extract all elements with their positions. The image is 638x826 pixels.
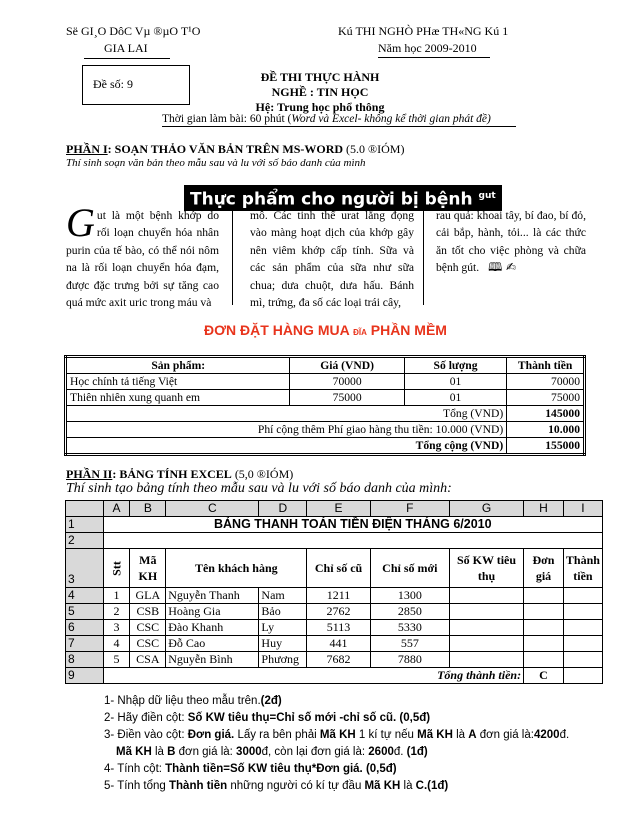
sheet-title: BẢNG THANH TOÁN TIỀN ĐIỆN THÁNG 6/2010 [103, 517, 602, 533]
task-text: là [151, 746, 168, 758]
column-letter: C [166, 501, 259, 517]
cell-don-gia [524, 652, 564, 668]
cell-ten: Nam [259, 588, 307, 604]
header-chi-so-cu: Chỉ số cũ [307, 549, 370, 588]
column-letter: I [563, 501, 602, 517]
row-number: 6 [66, 620, 104, 636]
total-label: Tổng thành tiền: [103, 668, 524, 684]
task-text: Mã KH [319, 729, 356, 741]
header-stt [103, 549, 130, 588]
task-text: là [452, 729, 469, 741]
corner-cell [66, 501, 104, 517]
order-grand-total-label: Tổng cộng (VND) [66, 438, 507, 455]
subject: NGHỀ : TIN HỌC [271, 85, 369, 99]
order-heading [204, 322, 447, 338]
cell-ma-kh: CSC [130, 636, 166, 652]
order-qty: 01 [404, 374, 506, 390]
cell-ma-kh: CSC [130, 620, 166, 636]
cell-chi-so-cu: 7682 [307, 652, 370, 668]
order-grand-total-value: 155000 [507, 438, 585, 455]
total-value [563, 668, 602, 684]
header-underline-left [84, 58, 170, 59]
order-shipping-value: 10.000 [507, 422, 585, 438]
header-underline-right [378, 57, 490, 58]
task-text: 3000 [236, 746, 262, 758]
cell-don-gia [524, 588, 564, 604]
cell-chi-so-cu: 5113 [307, 620, 370, 636]
task-item [104, 729, 569, 741]
cell-so-kw [449, 620, 523, 636]
task-item [104, 695, 282, 707]
cell-chi-so-cu: 2762 [307, 604, 370, 620]
header-thanh-tien: Thành tiền [563, 549, 602, 588]
book-pen-icon: 🕮 ✍ [488, 260, 517, 275]
header-stt-text: Stt [108, 560, 123, 576]
cell-ten: Ly [259, 620, 307, 636]
cell-so-kw [449, 652, 523, 668]
task-text: 2- Hãy điền cột: [104, 712, 188, 724]
time-limit-note: Word và Excel- không kể thời gian phát đề) [291, 113, 491, 125]
cell-chi-so-moi: 2850 [370, 604, 449, 620]
task-text: (1đ) [406, 746, 428, 758]
order-total-label: Tổng (VND) [66, 406, 507, 422]
task-text: C [415, 780, 424, 792]
task-item [104, 712, 430, 724]
order-header-price: Giá (VND) [290, 357, 404, 374]
column-divider [423, 207, 424, 305]
column-letter: B [130, 501, 166, 517]
task-text: (2đ) [260, 695, 282, 707]
column-letter: H [524, 501, 564, 517]
task-text: 1- Nhập dữ liệu theo mẫu trên. [104, 695, 261, 707]
empty-row [103, 533, 602, 549]
row-number: 9 [66, 668, 104, 684]
row-number: 8 [66, 652, 104, 668]
header-don-gia: Đơn giá [524, 549, 564, 588]
cell-thanh-tien [563, 620, 602, 636]
cell-ho: Hoàng Gia [166, 604, 259, 620]
cell-ma-kh: GLA [130, 588, 166, 604]
total-marker: C [524, 668, 564, 684]
row-number: 1 [66, 517, 104, 533]
part2-instruction: Thí sinh tạo bảng tính theo mẫu sau và lu với số báo danh của mình: [66, 481, 452, 496]
column-letter: E [307, 501, 370, 517]
task-text: 5- Tính tổng [104, 780, 169, 792]
province-name: GIA LAI [104, 41, 148, 55]
task-text: Lấy ra bên phải [234, 729, 320, 741]
cell-ho: Đào Khanh [166, 620, 259, 636]
order-total-value: 145000 [507, 406, 585, 422]
order-row [66, 374, 585, 390]
sheet-row-2 [66, 533, 603, 549]
cell-ho: Nguyễn Thanh [166, 588, 259, 604]
cell-ten: Bảo [259, 604, 307, 620]
cell-chi-so-cu: 441 [307, 636, 370, 652]
part2-score: (5,0 ®IÓM) [231, 467, 294, 481]
table-row [66, 620, 603, 636]
column-letter: F [370, 501, 449, 517]
task-item [104, 763, 397, 775]
task-item [116, 746, 428, 758]
cell-don-gia [524, 604, 564, 620]
column-header-row [66, 501, 603, 517]
row-number: 7 [66, 636, 104, 652]
header-so-kw: Số KW tiêu thụ [449, 549, 523, 588]
sheet-header-row [66, 549, 603, 588]
exam-code: Đề số: 9 [93, 77, 133, 91]
task-text: Thành tiền [169, 780, 228, 792]
cell-chi-so-moi: 5330 [370, 620, 449, 636]
row-number: 3 [66, 549, 104, 588]
cell-chi-so-moi: 557 [370, 636, 449, 652]
task-text: Thành tiền=Số KW tiêu thụ*Đơn giá. (0,5đ) [165, 763, 397, 775]
order-qty: 01 [404, 390, 506, 406]
table-row [66, 588, 603, 604]
order-product: Thiên nhiên xung quanh em [66, 390, 290, 406]
cell-stt: 4 [103, 636, 130, 652]
order-price: 75000 [290, 390, 404, 406]
cell-stt: 5 [103, 652, 130, 668]
task-text: Mã KH [364, 780, 401, 792]
exam-title: ĐỀ THI THỰC HÀNH [260, 70, 380, 84]
cell-so-kw [449, 588, 523, 604]
cell-chi-so-moi: 7880 [370, 652, 449, 668]
part1-instruction: Thí sinh soạn văn bản theo mẫu sau và lu với số báo danh của mình [66, 157, 366, 169]
cell-don-gia [524, 620, 564, 636]
spreadsheet [65, 500, 603, 684]
time-limit-text: Thời gian làm bài: 60 phút ( [162, 113, 292, 125]
task-text: Mã KH [116, 746, 152, 758]
cell-ho: Đỗ Cao [166, 636, 259, 652]
cell-ten: Huy [259, 636, 307, 652]
order-row [66, 390, 585, 406]
table-row [66, 604, 603, 620]
task-text: là [400, 780, 416, 792]
row-number: 5 [66, 604, 104, 620]
cell-ho: Nguyễn Bình [166, 652, 259, 668]
task-text: đơn giá là: [476, 729, 534, 741]
time-limit [162, 113, 516, 127]
task-text: Số KW tiêu thụ=Chỉ số mới -chỉ số cũ. (0,5đ) [187, 712, 431, 724]
cell-ma-kh: CSB [130, 604, 166, 620]
part1-heading [66, 142, 404, 157]
header-chi-so-moi: Chỉ số mới [370, 549, 449, 588]
order-header-amount: Thành tiền [507, 357, 585, 374]
part2-heading [66, 467, 293, 482]
cell-so-kw [449, 636, 523, 652]
task-text: 4- Tính cột: [104, 763, 166, 775]
task-text: 1 kí tự nếu [355, 729, 418, 741]
table-row [66, 636, 603, 652]
task-text: 2600 [368, 746, 394, 758]
article-col3-text: rau quả: khoai tây, bí đao, bí đỏ, cải bắp, hành, tỏi... là các thức ăn tốt cho việc phòng và chữa bệnh gút. [436, 209, 586, 275]
cell-thanh-tien [563, 588, 602, 604]
order-price: 70000 [290, 374, 404, 390]
order-total-row [66, 406, 585, 422]
cell-chi-so-cu: 1211 [307, 588, 370, 604]
cell-thanh-tien [563, 652, 602, 668]
order-heading-b: PHẦN MỀM [366, 322, 447, 338]
cell-stt: 2 [103, 604, 130, 620]
cell-so-kw [449, 604, 523, 620]
cell-stt: 1 [103, 588, 130, 604]
order-amount: 75000 [507, 390, 585, 406]
cell-ten: Phương [259, 652, 307, 668]
task-text: Đơn giá. [187, 729, 235, 741]
column-letter: G [449, 501, 523, 517]
task-text: đơn giá là: [175, 746, 237, 758]
part1-score: (5.0 ®IÓM) [343, 142, 405, 156]
order-shipping-row [66, 422, 585, 438]
part1-title: : SOẠN THẢO VĂN BẢN TRÊN MS-WORD [107, 142, 344, 156]
part1-label: PHẦN I [66, 142, 108, 156]
dropcap: G [66, 200, 95, 245]
task-text: những người có kí tự đầu [227, 780, 365, 792]
article-title-text: Thực phẩm cho người bị bệnh [190, 189, 473, 210]
article-title-sup: gut [478, 191, 496, 201]
exam-name: Kú THI NGHÒ PHæ TH«NG Kú 1 [338, 24, 509, 38]
school-year: Năm học 2009-2010 [378, 41, 477, 55]
article-column-1 [66, 200, 219, 311]
cell-stt: 3 [103, 620, 130, 636]
task-text: 4200 [533, 729, 560, 741]
task-text: đ. [559, 729, 570, 741]
column-letter: D [259, 501, 307, 517]
education-level: Hệ: Trung học phổ thông [255, 100, 385, 114]
cell-ma-kh: CSA [130, 652, 166, 668]
table-row [66, 652, 603, 668]
task-item [104, 780, 448, 792]
header-ten: Tên khách hàng [166, 549, 307, 588]
order-heading-small: ĐĨA [353, 328, 367, 337]
column-letter: A [103, 501, 130, 517]
row-number: 2 [66, 533, 104, 549]
article-column-3 [436, 207, 586, 277]
task-text: A [468, 729, 477, 741]
task-text: .(1đ) [423, 780, 449, 792]
order-shipping-label: Phí cộng thêm Phí giao hàng thu tiền: 10.000 (VND) [66, 422, 507, 438]
header-ma-kh: Mã KH [130, 549, 166, 588]
order-header-product: Sản phẩm: [66, 357, 290, 374]
task-text: 3- Điền vào cột: [104, 729, 188, 741]
exam-code-box [82, 65, 190, 105]
cell-thanh-tien [563, 604, 602, 620]
cell-thanh-tien [563, 636, 602, 652]
order-amount: 70000 [507, 374, 585, 390]
task-text: đ, còn lại đơn giá là: [261, 746, 369, 758]
sheet-row-1 [66, 517, 603, 533]
row-number: 4 [66, 588, 104, 604]
order-header-row [66, 357, 585, 374]
cell-chi-so-moi: 1300 [370, 588, 449, 604]
article-col1-text: ut là một bệnh khớp do rối loạn chuyển hóa nhân purin của tế bào, có thể nói nôm na là rối loạn chuyển hóa đạm, được đặc trưng bởi sự tăng cao quá mức axit uric trong máu và [66, 209, 219, 310]
order-header-qty: Số lượng [404, 357, 506, 374]
department-name: Së GI¸O DôC Vµ ®µO T¹O [66, 24, 201, 38]
order-product: Học chính tả tiếng Việt [66, 374, 290, 390]
order-grand-total-row [66, 438, 585, 455]
cell-don-gia [524, 636, 564, 652]
order-heading-a: ĐƠN ĐẶT HÀNG MUA [204, 322, 354, 338]
part2-label: PHẦN II [66, 467, 113, 481]
total-row [66, 668, 603, 684]
column-divider [232, 207, 233, 305]
task-text: Mã KH [417, 729, 453, 741]
task-text: đ. [393, 746, 407, 758]
task-text: B [167, 746, 176, 758]
order-table [64, 355, 586, 456]
article-column-2: mô. Các tinh thể urat lắng đọng vào màng hoạt dịch của khớp gây nên viêm khớp cấp tính. Sữa và các sản phẩm của sữa như sữa chua; dưa chuột, dưa hấu. Bánh mì, trứng, đa số các loại trái cây, [250, 209, 414, 310]
part2-title: : BẢNG TÍNH EXCEL [112, 467, 232, 481]
